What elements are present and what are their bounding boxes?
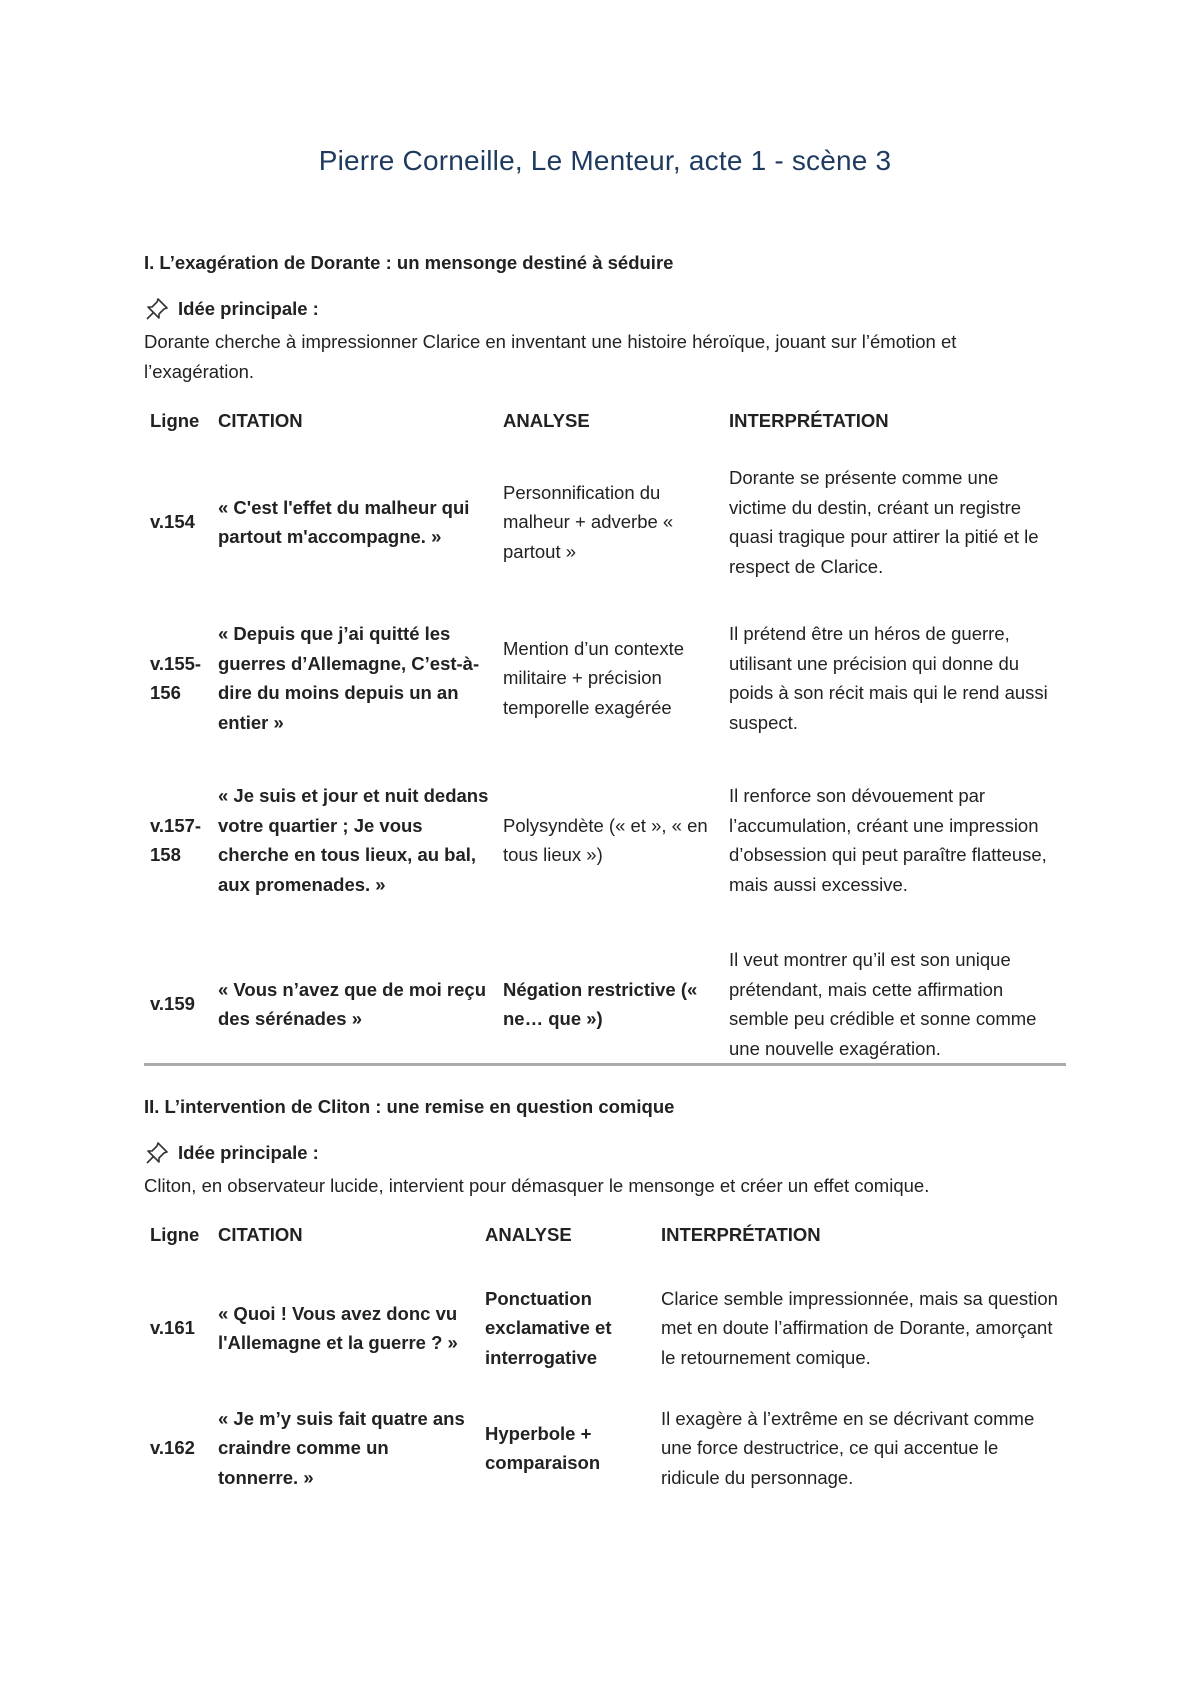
col-header: CITATION bbox=[218, 1224, 303, 1245]
idea-label bbox=[144, 296, 1066, 322]
col-header: ANALYSE bbox=[503, 410, 590, 431]
cell-interpretation: Il renforce son dévouement par l’accumulation, créant une impression d’obsession qui peut paraître flatteuse, mais aussi excessive. bbox=[729, 785, 1047, 895]
cell-ligne: v.161 bbox=[150, 1317, 195, 1339]
table-row bbox=[144, 1398, 1066, 1498]
pushpin-icon bbox=[144, 1140, 170, 1166]
table-row bbox=[144, 756, 1066, 924]
section-2-heading: II. L’intervention de Cliton : une remise en question comique bbox=[144, 1096, 675, 1117]
cell-interpretation: Il veut montrer qu’il est son unique prétendant, mais cette affirmation semble peu crédible et sonne comme une nouvelle exagération. bbox=[729, 949, 1037, 1059]
col-header: INTERPRÉTATION bbox=[661, 1224, 821, 1245]
cell-analyse: Ponctuation exclamative et interrogative bbox=[485, 1287, 612, 1368]
cell-ligne: v.155-156 bbox=[150, 652, 202, 703]
col-header: ANALYSE bbox=[485, 1224, 572, 1245]
cell-ligne: v.159 bbox=[150, 993, 195, 1015]
col-header: INTERPRÉTATION bbox=[729, 410, 889, 431]
cell-ligne: v.162 bbox=[150, 1437, 195, 1459]
table-row bbox=[144, 1258, 1066, 1398]
pushpin-icon bbox=[144, 296, 170, 322]
table-header-row bbox=[144, 410, 1066, 444]
table-row bbox=[144, 924, 1066, 1084]
cell-citation: « Je suis et jour et nuit dedans votre quartier ; Je vous cherche en tous lieux, au bal, aux promenades. » bbox=[218, 785, 489, 895]
col-header: CITATION bbox=[218, 410, 303, 431]
section-divider bbox=[144, 1063, 1066, 1066]
cell-analyse: Hyperbole + comparaison bbox=[485, 1422, 601, 1473]
col-header: Ligne bbox=[150, 410, 200, 431]
page-title: Pierre Corneille, Le Menteur, acte 1 - scène 3 bbox=[318, 145, 892, 176]
col-header: Ligne bbox=[150, 1224, 200, 1245]
cell-analyse: Négation restrictive (« ne… que ») bbox=[503, 978, 698, 1029]
analysis-table-2 bbox=[144, 1224, 1066, 1498]
cell-interpretation: Il prétend être un héros de guerre, utilisant une précision qui donne du poids à son récit mais qui le rend aussi suspect. bbox=[729, 623, 1048, 733]
cell-citation: « Depuis que j’ai quitté les guerres d’Allemagne, C’est-à-dire du moins depuis un an entier » bbox=[218, 623, 480, 733]
cell-citation: « Je m’y suis fait quatre ans craindre comme un tonnerre. » bbox=[218, 1407, 465, 1488]
cell-ligne: v.157-158 bbox=[150, 814, 202, 865]
cell-citation: « Quoi ! Vous avez donc vu l'Allemagne et la guerre ? » bbox=[218, 1302, 458, 1353]
table-row bbox=[144, 444, 1066, 600]
cell-citation: « C'est l'effet du malheur qui partout m'accompagne. » bbox=[218, 496, 470, 547]
table-row bbox=[144, 600, 1066, 756]
idea-label-text: Idée principale : bbox=[178, 1142, 319, 1163]
idea-text: Cliton, en observateur lucide, intervient pour démasquer le mensonge et créer un effet comique. bbox=[144, 1175, 930, 1196]
cell-analyse: Polysyndète (« et », « en tous lieux ») bbox=[503, 814, 708, 865]
cell-analyse: Mention d’un contexte militaire + précision temporelle exagérée bbox=[503, 637, 685, 718]
cell-interpretation: Clarice semble impressionnée, mais sa question met en doute l’affirmation de Dorante, amorçant le retournement comique. bbox=[661, 1287, 1058, 1368]
analysis-table-1 bbox=[144, 410, 1066, 1084]
table-header-row bbox=[144, 1224, 1066, 1258]
cell-citation: « Vous n’avez que de moi reçu des sérénades » bbox=[218, 978, 486, 1029]
cell-interpretation: Il exagère à l’extrême en se décrivant comme une force destructrice, ce qui accentue le ridicule du personnage. bbox=[661, 1407, 1035, 1488]
idea-text: Dorante cherche à impressionner Clarice en inventant une histoire héroïque, jouant sur l’émotion et l’exagération. bbox=[144, 331, 957, 382]
section-1-heading: I. L’exagération de Dorante : un mensonge destiné à séduire bbox=[144, 252, 674, 273]
cell-ligne: v.154 bbox=[150, 511, 195, 533]
idea-label-text: Idée principale : bbox=[178, 298, 319, 319]
cell-analyse: Personnification du malheur + adverbe « partout » bbox=[503, 481, 674, 562]
section-1-idea bbox=[144, 296, 1066, 387]
section-2-idea bbox=[144, 1140, 1066, 1201]
cell-interpretation: Dorante se présente comme une victime du destin, créant un registre quasi tragique pour attirer la pitié et le respect de Clarice. bbox=[729, 467, 1039, 577]
idea-label bbox=[144, 1140, 1066, 1166]
